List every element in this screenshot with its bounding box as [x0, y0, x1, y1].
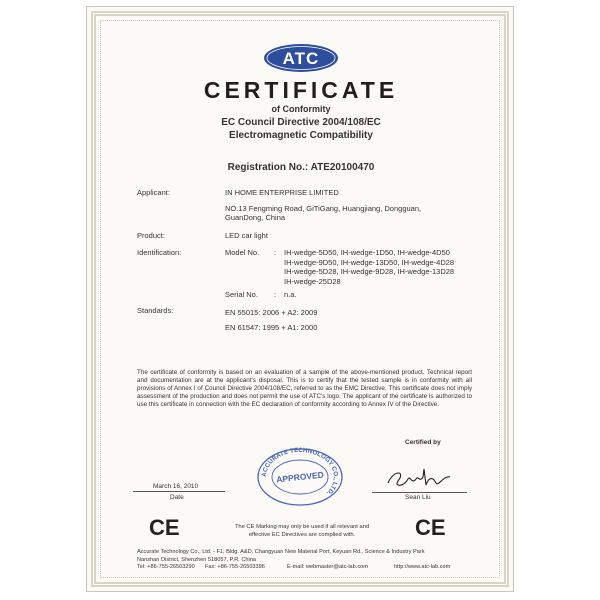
product-label: Product: — [137, 231, 165, 240]
certificate-page — [86, 6, 514, 592]
compatibility-line: Electromagnetic Compatibility — [229, 130, 373, 141]
directive-line: EC Council Directive 2004/108/EC — [221, 117, 381, 128]
date-label: Date — [170, 494, 184, 501]
model-label: Model No. — [225, 248, 260, 257]
model-line-3: IH-wedge-5D28, IH-wedge-9D28, IH-wedge-13D28 — [284, 267, 455, 276]
standards-label: Standards: — [137, 306, 174, 315]
stamp-ring-text: ACCURATE TECHNOLOGY CO., LTD. — [260, 447, 340, 497]
standard-item-1: EN 55015: 2006 + A2: 2009 — [225, 308, 318, 317]
certificate-subtitle: of Conformity — [271, 104, 331, 114]
serial-label: Serial No. — [225, 290, 258, 299]
stamp-center-text: APPROVED — [275, 469, 325, 485]
certificate-title: CERTIFICATE — [203, 77, 399, 103]
footer-address-1: Accurate Technology Co., Ltd. - F1, Bldg. A&D, Changyuan New Material Port, Keyuan Rd., Science & Industry Park — [137, 549, 425, 555]
applicant-label: Applicant: — [137, 188, 170, 197]
atc-logo — [263, 43, 339, 73]
ce-mark-left: CE — [149, 515, 180, 540]
identification-label: Identification: — [137, 248, 182, 257]
model-colon: : — [274, 248, 277, 257]
certified-by: Certified by — [405, 439, 441, 446]
footer-tel: Tel: +86-755-26503290 — [137, 564, 195, 570]
ce-note — [207, 524, 397, 539]
footer-email: E-mail: webmaster@atc-lab.com — [287, 564, 368, 570]
applicant-address-2: GuanDong, China — [225, 213, 286, 222]
product-value: LED car light — [225, 231, 268, 240]
date-value: March 16, 2010 — [153, 483, 199, 490]
signature-underline — [372, 492, 467, 493]
serial-colon: : — [274, 290, 277, 299]
conformity-statement: The certificate of conformity is based on an evaluation of a sample of the above-mentioned product. Technical report and documentation are at the applicant's disposal. This is to certify that the tested sample is in conformity with all provisions of Annex I of Council Directive 2004/108/EC, referred to as the EMC Directive. This certificate does not imply assessment of the production and does not permit the use of ATC's logo. The applicant of the certificate is authorized to use this certificate in connection with the EC declaration of conformity according to Annex IV of the Directive. — [137, 369, 472, 408]
ce-mark-right: CE — [415, 515, 446, 540]
footer-fax: Fax: +86-755-26503396 — [205, 564, 265, 570]
model-line-1: IH-wedge-5D50, IH-wedge-1D50, IH-wedge-4D50 — [284, 248, 450, 257]
footer-website: http://www.atc-lab.com — [394, 564, 451, 570]
standard-item-2: EN 61547: 1995 + A1: 2000 — [225, 323, 318, 332]
footer-address-2: Nanshan District, Shenzhen 518057, P.R. China — [137, 556, 256, 563]
ce-note-line-2: effective EC Directives are complied with. — [248, 531, 356, 538]
serial-value: n.a. — [284, 290, 297, 299]
model-line-2: IH-wedge-9D50, IH-wedge-13D50, IH-wedge-4D28 — [284, 257, 455, 267]
date-underline — [133, 491, 225, 492]
signature — [384, 465, 454, 493]
registration-number: Registration No.: ATE20100470 — [227, 162, 375, 173]
applicant-address-1: NO.13 Fengming Road, GiTiGang, Huangjiang, Dongguan, — [225, 204, 422, 213]
logo-text: ATC — [282, 49, 320, 68]
approved-stamp — [255, 447, 345, 507]
applicant-name: IN HOME ENTERPRISE LIMITED — [225, 188, 339, 197]
signer-name: Sean Liu — [405, 494, 431, 501]
ce-note-line-1: The CE Marking may only be used if all relevant and — [234, 524, 370, 530]
model-line-4: IH-wedge-25D28 — [284, 276, 341, 286]
